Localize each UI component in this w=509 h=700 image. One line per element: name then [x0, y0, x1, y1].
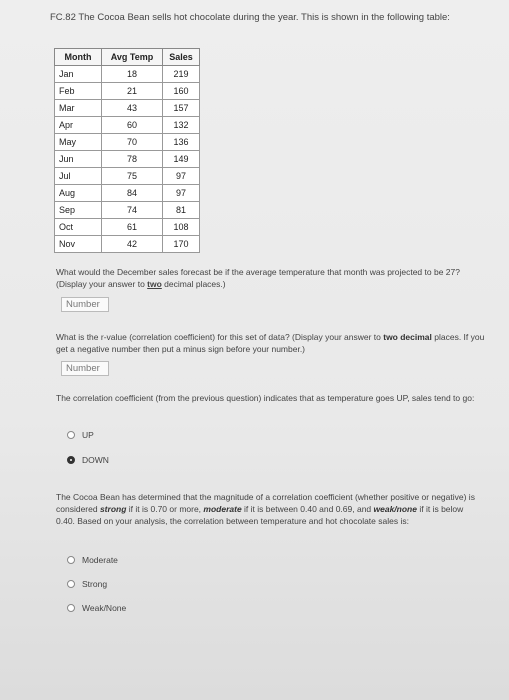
table-row: [55, 168, 200, 185]
option-moderate-label: Moderate: [82, 555, 118, 565]
cell-sales: 170: [163, 236, 200, 253]
q2-emphasis: two decimal: [383, 332, 432, 342]
radio-weak-none[interactable]: [67, 604, 75, 612]
q2-text-end: places. If you get a negative number then put a minus sign before your number.): [56, 332, 485, 354]
cell-temp: 43: [102, 100, 163, 117]
cell-sales: 132: [163, 117, 200, 134]
table-row: [55, 202, 200, 219]
q4-moderate: moderate: [203, 504, 242, 514]
cell-temp: 75: [102, 168, 163, 185]
cell-sales: 108: [163, 219, 200, 236]
cell-month: Jul: [55, 168, 102, 185]
data-table: [54, 48, 200, 253]
r-value-number-input[interactable]: [61, 361, 109, 376]
table-header-row: [55, 49, 200, 66]
table-row: [55, 117, 200, 134]
radio-down-selected[interactable]: [67, 456, 75, 464]
option-weak-none-label: Weak/None: [82, 603, 127, 613]
option-down[interactable]: [67, 455, 109, 465]
option-weak-none[interactable]: [67, 603, 126, 613]
cell-month: May: [55, 134, 102, 151]
cell-month: Feb: [55, 83, 102, 100]
q4-text-a: The Cocoa Bean has determined that the magnitude of a correlation coefficient (whether positive or negative) is considered: [56, 492, 475, 514]
option-strong[interactable]: [67, 579, 107, 589]
cell-temp: 21: [102, 83, 163, 100]
table-row: [55, 151, 200, 168]
cell-temp: 18: [102, 66, 163, 83]
cell-month: Nov: [55, 236, 102, 253]
table-row: [55, 134, 200, 151]
cell-sales: 81: [163, 202, 200, 219]
header-month: Month: [55, 49, 102, 66]
cell-sales: 97: [163, 185, 200, 202]
question-intro: FC.82 The Cocoa Bean sells hot chocolate during the year. This is shown in the following table:: [50, 12, 450, 23]
radio-moderate[interactable]: [67, 556, 75, 564]
cell-temp: 61: [102, 219, 163, 236]
cell-temp: 74: [102, 202, 163, 219]
option-moderate[interactable]: [67, 555, 118, 565]
table-row: [55, 66, 200, 83]
cell-sales: 157: [163, 100, 200, 117]
cell-month: Aug: [55, 185, 102, 202]
cell-sales: 97: [163, 168, 200, 185]
cell-month: Apr: [55, 117, 102, 134]
question-december-forecast: [56, 266, 486, 290]
cell-month: Sep: [55, 202, 102, 219]
cell-sales: 160: [163, 83, 200, 100]
q1-emphasis: two: [147, 279, 162, 289]
cell-temp: 78: [102, 151, 163, 168]
q1-text: What would the December sales forecast be if the average temperature that month was projected to be 27? (Display your answer to: [56, 267, 460, 289]
option-up[interactable]: [67, 430, 94, 440]
cell-sales: 136: [163, 134, 200, 151]
option-strong-label: Strong: [82, 579, 108, 589]
table-row: [55, 185, 200, 202]
cell-temp: 42: [102, 236, 163, 253]
question-r-value: [56, 331, 486, 355]
cell-month: Oct: [55, 219, 102, 236]
radio-up[interactable]: [67, 431, 75, 439]
header-avg-temp: Avg Temp: [102, 49, 163, 66]
question-correlation-strength: [56, 491, 476, 527]
q4-text-d: if it is below 0.40. Based on your analysis, the correlation between temperature and hot chocolate sales is:: [56, 504, 464, 526]
cell-month: Mar: [55, 100, 102, 117]
cell-temp: 84: [102, 185, 163, 202]
table-row: [55, 219, 200, 236]
option-down-label: DOWN: [82, 455, 109, 465]
q4-text-b: if it is 0.70 or more,: [126, 504, 204, 514]
option-up-label: UP: [82, 430, 94, 440]
table-row: [55, 83, 200, 100]
q4-text-c: if it is between 0.40 and 0.69, and: [241, 504, 374, 514]
cell-month: Jun: [55, 151, 102, 168]
question-sales-direction: The correlation coefficient (from the previous question) indicates that as temperature goes UP, sales tend to go:: [56, 393, 475, 403]
q1-text-end: decimal places.): [161, 279, 226, 289]
table-row: [55, 236, 200, 253]
radio-strong[interactable]: [67, 580, 75, 588]
q2-text: What is the r-value (correlation coefficient) for this set of data? (Display your answer to: [56, 332, 384, 342]
cell-sales: 149: [163, 151, 200, 168]
forecast-number-input[interactable]: [61, 297, 109, 312]
cell-month: Jan: [55, 66, 102, 83]
table-row: [55, 100, 200, 117]
q4-strong: strong: [99, 504, 127, 514]
cell-sales: 219: [163, 66, 200, 83]
q4-weak: weak/none: [373, 504, 417, 514]
cell-temp: 70: [102, 134, 163, 151]
header-sales: Sales: [163, 49, 200, 66]
cell-temp: 60: [102, 117, 163, 134]
